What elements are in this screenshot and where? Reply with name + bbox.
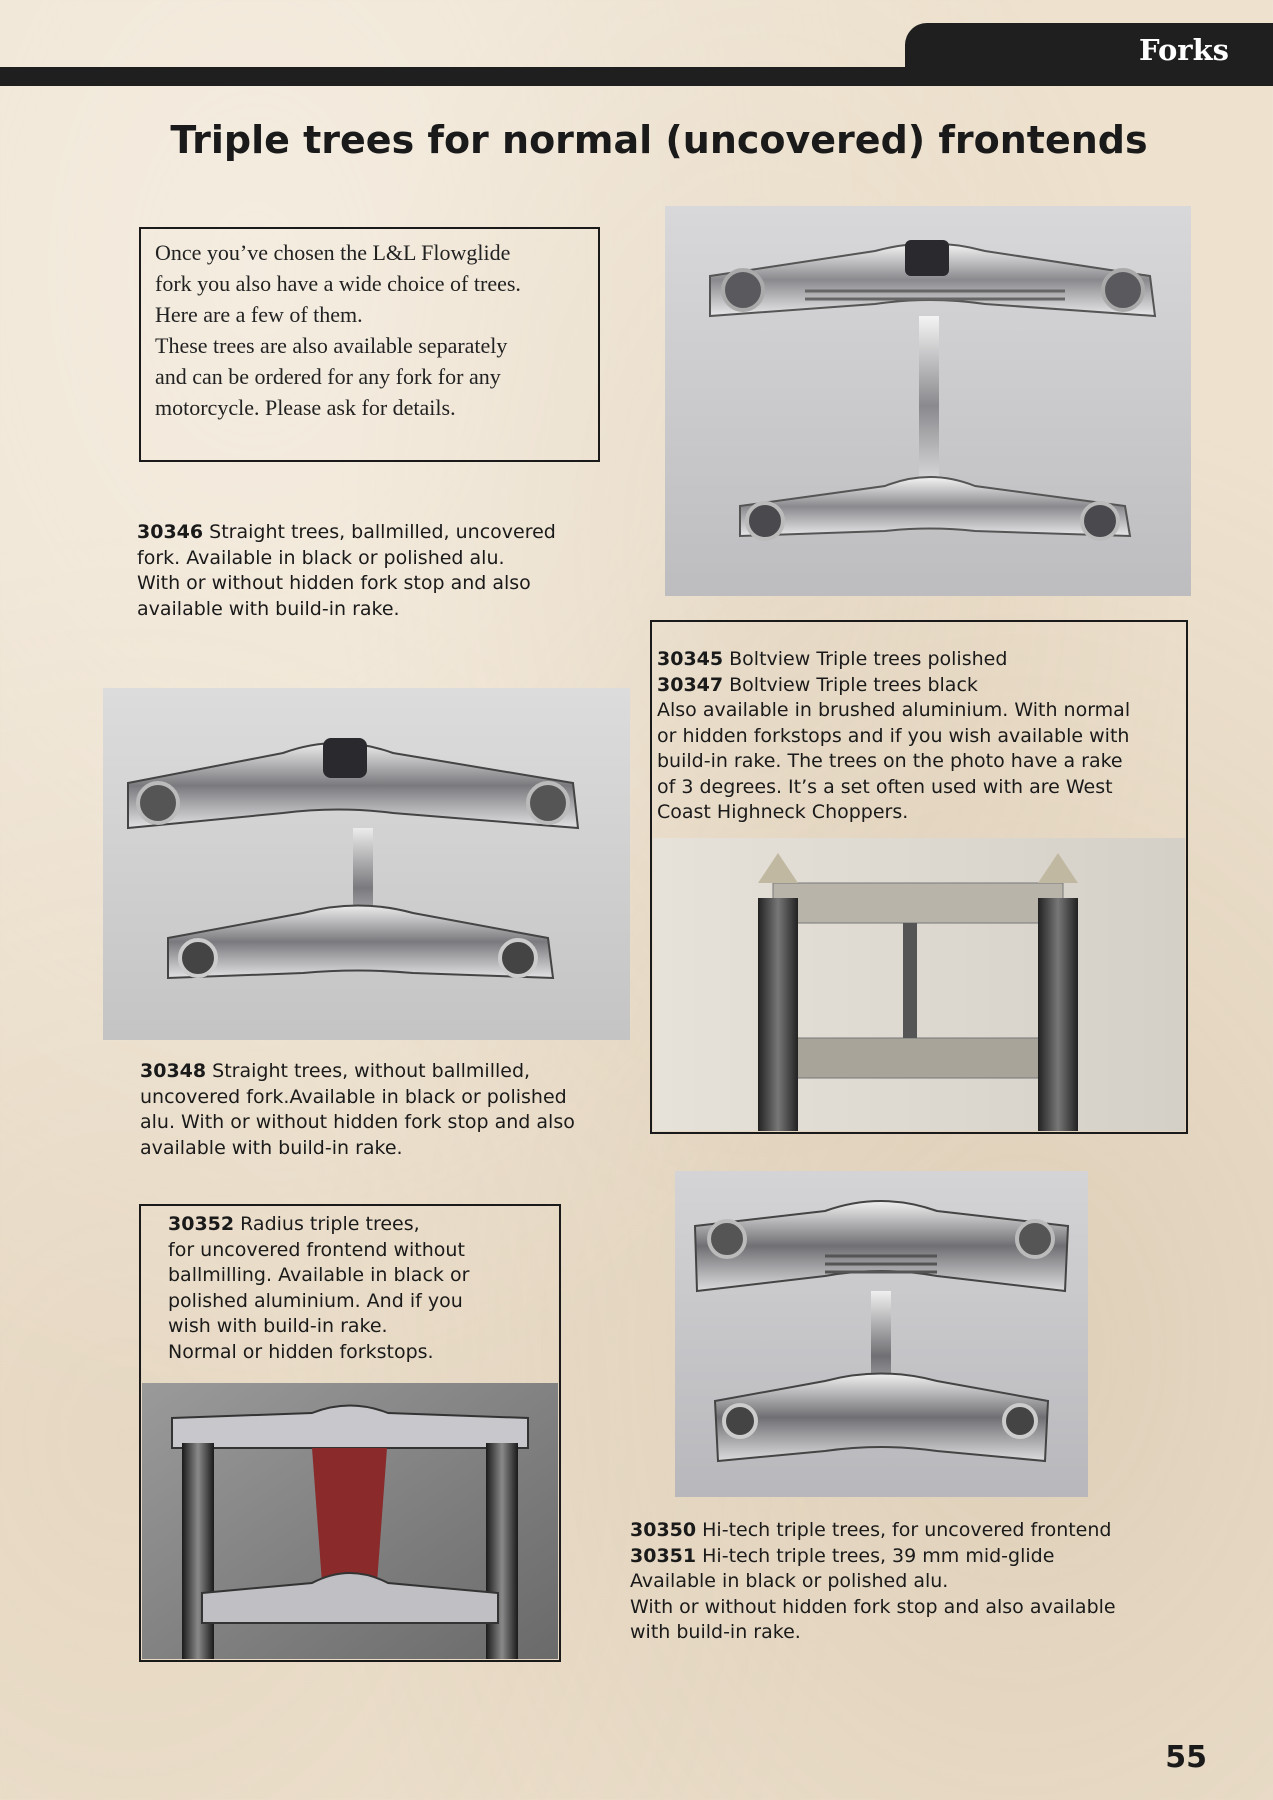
intro-line: fork you also have a wide choice of trees.: [155, 271, 521, 296]
desc-line: with build-in rake.: [630, 1621, 801, 1643]
desc-line: Boltview Triple trees black: [723, 673, 978, 696]
desc-line: or hidden forkstops and if you wish available with: [657, 724, 1130, 747]
product-code: 30346: [137, 521, 204, 543]
desc-line: Hi-tech triple trees, for uncovered frontend: [696, 1519, 1112, 1541]
product-code: 30351: [630, 1544, 697, 1567]
photo-30346: [665, 206, 1191, 596]
desc-line: Also available in brushed aluminium. With normal: [657, 699, 1131, 721]
desc-line: available with build-in rake.: [137, 597, 400, 620]
desc-line: fork. Available in black or polished alu.: [137, 546, 505, 569]
page-title: Triple trees for normal (uncovered) frontends: [170, 118, 1148, 162]
desc-line: Radius triple trees,: [234, 1213, 420, 1235]
boltview-photo: [653, 838, 1185, 1131]
photo-30348: [103, 688, 630, 1040]
desc-line: Hi-tech triple trees, 39 mm mid-glide: [696, 1544, 1055, 1567]
product-code: 30350: [630, 1519, 697, 1541]
photo-30345: [653, 838, 1185, 1131]
desc-line: build-in rake. The trees on the photo have a rake: [657, 750, 1123, 772]
straight-trees-photo: [103, 688, 630, 1040]
radius-trees-photo: [142, 1383, 558, 1659]
product-code: 30347: [657, 673, 724, 696]
intro-line: motorcycle. Please ask for details.: [155, 395, 456, 420]
product-code: 30345: [657, 648, 724, 670]
desc-line: ballmilling. Available in black or: [168, 1264, 470, 1286]
intro-box: [139, 227, 600, 462]
desc-30348: [140, 1059, 575, 1161]
section-label: Forks: [1138, 33, 1229, 67]
desc-line: Boltview Triple trees polished: [723, 648, 1008, 670]
intro-line: Once you’ve chosen the L&L Flowglide: [155, 240, 511, 265]
desc-line: polished aluminium. And if you: [168, 1289, 463, 1312]
desc-line: Straight trees, ballmilled, uncovered: [203, 521, 556, 543]
intro-line: Here are a few of them.: [155, 302, 363, 327]
desc-line: for uncovered frontend without: [168, 1238, 465, 1261]
page-number: 55: [1165, 1740, 1207, 1775]
desc-line: wish with build-in rake.: [168, 1315, 388, 1337]
intro-line: and can be ordered for any fork for any: [155, 364, 501, 389]
desc-line: alu. With or without hidden fork stop and also: [140, 1111, 575, 1133]
desc-line: of 3 degrees. It’s a set often used with are West: [657, 775, 1113, 798]
desc-line: Normal or hidden forkstops.: [168, 1340, 434, 1363]
desc-line: Coast Highneck Choppers.: [657, 801, 909, 823]
desc-30352: [168, 1212, 469, 1365]
desc-line: Straight trees, without ballmilled,: [206, 1060, 531, 1082]
desc-30350: [630, 1518, 1116, 1646]
desc-30345: [657, 647, 1130, 826]
desc-line: uncovered fork.Available in black or polished: [140, 1085, 567, 1108]
triple-tree-photo: [665, 206, 1191, 596]
desc-line: Available in black or polished alu.: [630, 1570, 949, 1592]
desc-line: With or without hidden fork stop and also: [137, 572, 531, 594]
intro-line: These trees are also available separately: [155, 333, 508, 358]
hitech-trees-photo: [675, 1171, 1088, 1497]
desc-line: With or without hidden fork stop and also available: [630, 1595, 1116, 1618]
product-code: 30352: [168, 1213, 235, 1235]
product-code: 30348: [140, 1060, 207, 1082]
photo-30350: [675, 1171, 1088, 1497]
desc-line: available with build-in rake.: [140, 1136, 403, 1159]
desc-30346: [137, 520, 556, 622]
photo-30352: [142, 1383, 558, 1659]
